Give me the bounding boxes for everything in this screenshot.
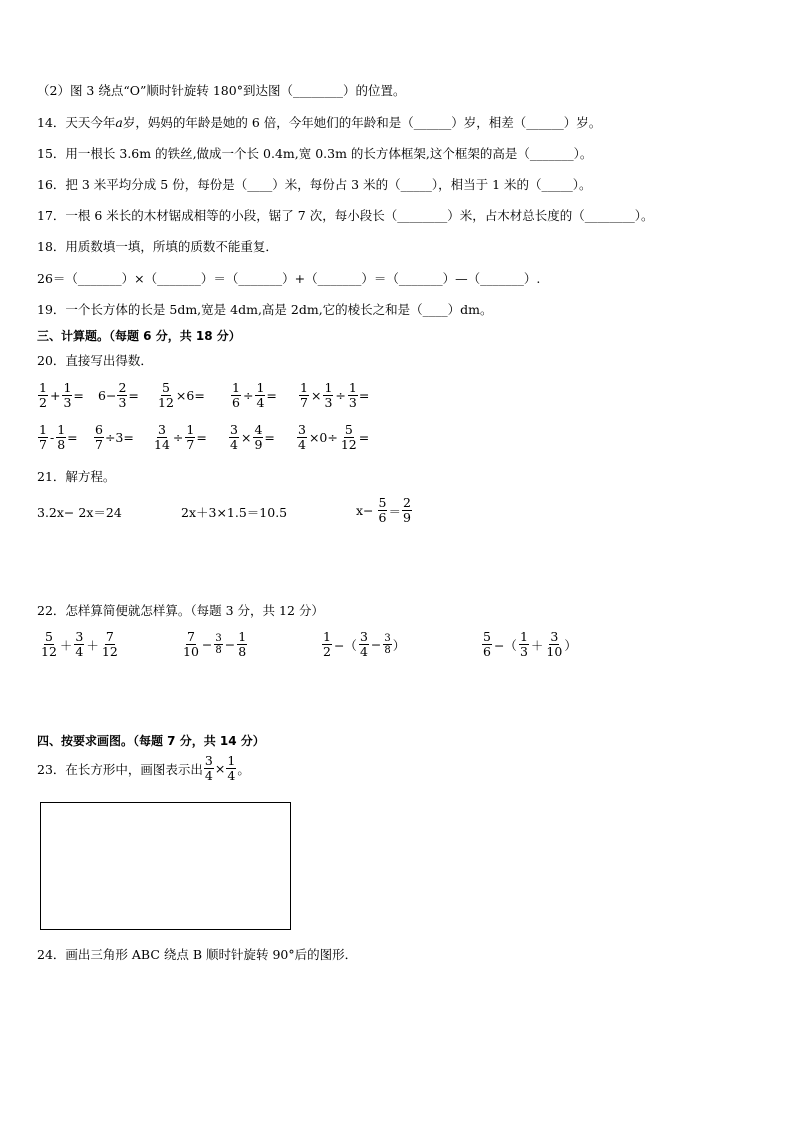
question-13-2: （2）图 3 绕点“O”顺时针旋转 180°到达图（________）的位置。 xyxy=(37,83,406,98)
question-19: 19．一个长方体的长是 5dm,宽是 4dm,高是 2dm,它的棱长之和是（____）dm。 xyxy=(37,302,493,317)
q14-post: 岁，妈妈的年龄是她的 6 倍，今年她们的年龄和是（______）岁，相差（______）岁。 xyxy=(122,115,602,130)
question-18: 18．用质数填一填，所填的质数不能重复． xyxy=(37,239,278,254)
q14-pre: 14．天天今年 xyxy=(37,115,116,130)
question-20: 20．直接写出得数． xyxy=(37,353,153,368)
q20-r2-e: $\frac{3}{4}$ ×0÷ $\frac{5}{12}$ = xyxy=(298,422,370,452)
q20-r1-a: $\frac{1}{2}$ + $\frac{1}{3}$ = xyxy=(39,380,84,410)
question-14 xyxy=(37,114,601,132)
q20-r2-d: $\frac{3}{4}$ × $\frac{4}{9}$ = xyxy=(230,422,275,452)
question-17: 17．一根 6 米长的木材锯成相等的小段，锯了 7 次，每小段长（________）米，占木材总长度的（________）。 xyxy=(37,208,654,223)
q20-r1-d: $\frac{1}{6}$ ÷ $\frac{1}{4}$ = xyxy=(232,380,277,410)
question-22: 22．怎样算简便就怎样算。（每题 3 分，共 12 分） xyxy=(37,603,324,618)
q21-equation-1: 3.2x− 2x＝24 xyxy=(37,505,122,520)
section-4-heading: 四、按要求画图。（每题 7 分，共 14 分） xyxy=(37,734,265,748)
q20-r2-b: $\frac{6}{7}$ ÷3= xyxy=(95,422,134,452)
q20-r1-e: $\frac{1}{7}$ × $\frac{1}{3}$ ÷ $\frac{1}{3}$ = xyxy=(300,380,370,410)
q22-expression-4: $\frac{5}{6}$ −（ $\frac{1}{3}$ ＋ $\frac{3}{10}$ ） xyxy=(483,629,577,659)
q20-r2-c: $\frac{3}{14}$ ÷ $\frac{1}{7}$ = xyxy=(154,422,207,452)
q22-expression-2: $\frac{7}{10}$ − $\frac{3}{8}$ − $\frac{1}{8}$ xyxy=(183,629,247,659)
question-23: 23．在长方形中，画图表示出 $\frac{3}{4}$ × $\frac{1}{4}$ 。 xyxy=(37,753,250,783)
section-3-heading: 三、计算题。（每题 6 分，共 18 分） xyxy=(37,329,241,343)
q21-equation-3: x− $\frac{5}{6}$ ＝ $\frac{2}{9}$ xyxy=(356,495,411,525)
q22-expression-3: $\frac{1}{2}$ −（ $\frac{3}{4}$ − $\frac{3}{8}$ ） xyxy=(323,629,406,659)
q20-r1-c: $\frac{5}{12}$ ×6= xyxy=(158,380,205,410)
question-16: 16．把 3 米平均分成 5 份，每份是（____）米，每份占 3 米的（_____），相当于 1 米的（_____）。 xyxy=(37,177,592,192)
q21-equation-2: 2x＋3×1.5＝10.5 xyxy=(181,505,288,520)
q20-r1-b: 6− $\frac{2}{3}$ = xyxy=(98,380,139,410)
question-15: 15．用一根长 3.6m 的铁丝,做成一个长 0.4m,宽 0.3m 的长方体框架,这个框架的高是（_______）。 xyxy=(37,146,593,161)
question-21: 21．解方程。 xyxy=(37,469,116,484)
q22-expression-1: $\frac{5}{12}$ ＋ $\frac{3}{4}$ ＋ $\frac{7}{12}$ xyxy=(41,629,118,659)
q14-variable: a xyxy=(115,115,123,130)
q20-r2-a: $\frac{1}{7}$ - $\frac{1}{8}$ = xyxy=(39,422,78,452)
question-18-equation: 26＝（_______）×（_______）＝（_______）+（_______）＝（_______）—（_______）. xyxy=(37,271,541,286)
question-24: 24．画出三角形 ABC 绕点 B 顺时针旋转 90°后的图形． xyxy=(37,947,358,962)
drawing-rectangle[interactable] xyxy=(40,802,291,930)
